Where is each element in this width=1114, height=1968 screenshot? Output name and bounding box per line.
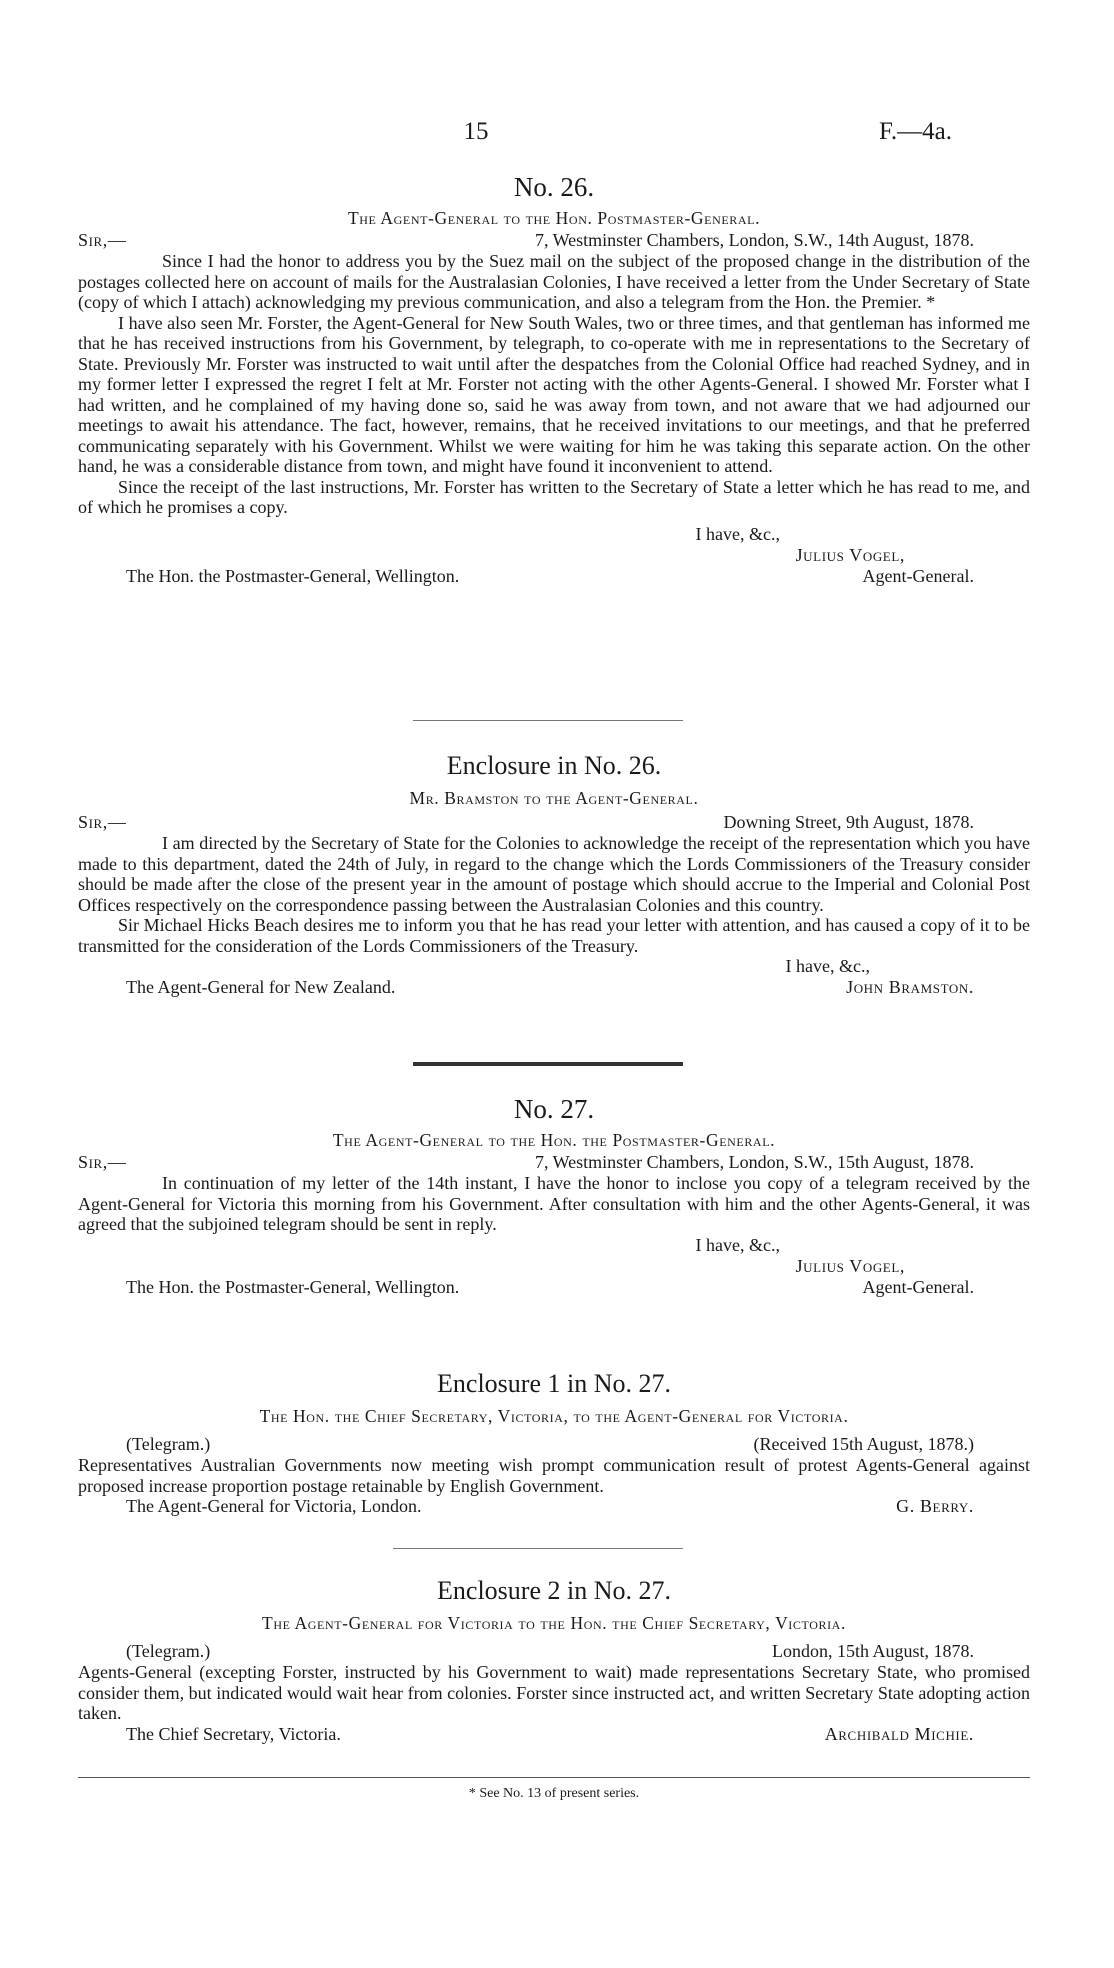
addressee: The Agent-General for New Zealand.	[126, 977, 396, 997]
enclosure-subheading: Mr. Bramston to the Agent-General.	[409, 788, 699, 808]
addressee: The Chief Secretary, Victoria.	[126, 1723, 341, 1744]
letter-heading: The Agent-General to the Hon. Postmaster-General.	[347, 208, 761, 228]
enclosure-26	[78, 750, 1030, 998]
page-header	[0, 118, 952, 148]
closing: I have, &c.,	[785, 956, 870, 976]
letter-address: 7, Westminster Chambers, London, S.W., 15th August, 1878.	[534, 1152, 974, 1172]
signer: John Bramston.	[846, 977, 974, 997]
signer: G. Berry.	[896, 1496, 974, 1516]
page-number: 15	[463, 118, 489, 145]
telegram-label: (Telegram.)	[126, 1434, 211, 1454]
received-date: (Received 15th August, 1878.)	[753, 1434, 974, 1454]
letter-heading: The Agent-General to the Hon. the Postmaster-General.	[332, 1130, 776, 1150]
document-reference: F.—4a.	[879, 118, 952, 145]
letter-number: No. 27.	[513, 1094, 595, 1124]
divider	[413, 720, 683, 721]
closing: I have, &c.,	[695, 523, 780, 544]
footnote-rule	[78, 1777, 1030, 1778]
telegram-body: Agents-General (excepting Forster, instructed by his Government to wait) made representations Secretary State, who promised consider them, but indicated would wait hear from colonies. Forster since instructed act, and written Secretary State adopting action taken.	[78, 1662, 1030, 1723]
enclosure-2-27	[78, 1575, 1030, 1745]
letter-address: 7, Westminster Chambers, London, S.W., 14th August, 1878.	[534, 230, 974, 250]
paragraph: Since I had the honor to address you by the Suez mail on the subject of the proposed change in the distribution of the postages collected here on account of mails for the Australasian Colonies, I have received a letter from the Under Secretary of State (copy of which I attach) acknowledging my previous communication, and also a telegram from the Hon. the Premier. *	[78, 251, 1030, 312]
paragraph: Since the receipt of the last instructions, Mr. Forster has written to the Secretary of State a letter which he has read to me, and of which he promises a copy.	[78, 476, 1030, 517]
addressee: The Hon. the Postmaster-General, Wellington.	[126, 1276, 460, 1297]
addressee: The Agent-General for Victoria, London.	[126, 1496, 422, 1516]
enclosure-subheading: The Hon. the Chief Secretary, Victoria, to the Agent-General for Victoria.	[259, 1406, 849, 1426]
closing: I have, &c.,	[695, 1234, 780, 1255]
salutation: Sir,—	[78, 1152, 127, 1172]
divider	[413, 1062, 683, 1066]
letter-number: No. 26.	[513, 172, 595, 202]
paragraph: I have also seen Mr. Forster, the Agent-General for New South Wales, two or three times, and that gentleman has informed me that he has received instructions from his Government, by telegraph, to co-operate with me in representations to the Secretary of State. Previously Mr. Forster was instructed to wait until after the despatches from the Colonial Office had reached Sydney, and in my former letter I expressed the regret I felt at Mr. Forster not acting with the other Agents-General. I showed Mr. Forster what I had written, and he complained of my having done so, said he was away from town, and not aware that we had adjourned our meetings to await his attendance. The fact, however, remains, that he received invitations to our meetings, and that he preferred communicating separately with his Government. Whilst we were waiting for him he was taking this separate action. On the other hand, he was a considerable distance from town, and might have found it inconvenient to attend.	[78, 312, 1030, 476]
enclosure-heading: Enclosure 2 in No. 27.	[437, 1576, 671, 1605]
paragraph: In continuation of my letter of the 14th instant, I have the honor to inclose you copy of a telegram received by the Agent-General for Victoria this morning from his Government. After consultation with him and the other Agents-General, it was agreed that the subjoined telegram should be sent in reply.	[78, 1173, 1030, 1234]
signer: Archibald Michie.	[824, 1723, 974, 1744]
footnote: * See No. 13 of present series.	[468, 1786, 640, 1801]
letter-27	[78, 1092, 1030, 1298]
telegram-body: Representatives Australian Governments now meeting wish prompt communication result of protest Agents-General against proposed increase proportion postage retainable by English Government.	[78, 1455, 1030, 1496]
enclosure-heading: Enclosure in No. 26.	[446, 751, 662, 780]
enclosure-subheading: The Agent-General for Victoria to the Hon. the Chief Secretary, Victoria.	[262, 1613, 846, 1633]
paragraph: I am directed by the Secretary of State for the Colonies to acknowledge the receipt of the representation which you have made to this department, dated the 24th of July, in regard to the change which the Lords Commissioners of the Treasury consider should be made after the close of the present year in the amount of postage which should accrue to the Imperial and Colonial Post Offices respectively on the correspondence passing between the Australasian Colonies and this country.	[78, 833, 1030, 915]
enclosure-1-27	[78, 1368, 1030, 1517]
signer-title: Agent-General.	[862, 1276, 974, 1297]
telegram-label: (Telegram.)	[126, 1641, 211, 1661]
sent-date: London, 15th August, 1878.	[771, 1641, 974, 1661]
addressee: The Hon. the Postmaster-General, Wellington.	[126, 565, 460, 586]
enclosure-heading: Enclosure 1 in No. 27.	[437, 1369, 671, 1398]
salutation: Sir,—	[78, 812, 127, 832]
letter-26	[78, 170, 1030, 587]
signer: Julius Vogel,	[795, 1255, 905, 1276]
paragraph: Sir Michael Hicks Beach desires me to inform you that he has read your letter with attention, and has caused a copy of it to be transmitted for the consideration of the Lords Commissioners of the Treasury.	[78, 915, 1030, 956]
signer: Julius Vogel,	[795, 544, 905, 565]
signer-title: Agent-General.	[862, 565, 974, 586]
divider	[393, 1548, 683, 1549]
letter-address: Downing Street, 9th August, 1878.	[723, 812, 974, 832]
salutation: Sir,—	[78, 230, 127, 250]
